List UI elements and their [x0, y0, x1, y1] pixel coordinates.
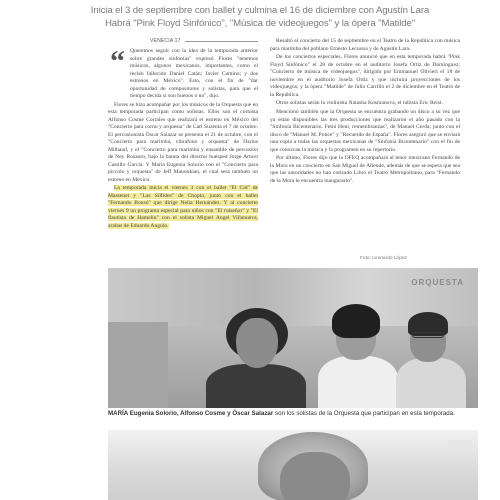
- glasses-icon: [412, 332, 444, 338]
- paragraph: Flores se hizo acompañar por los músicos de la Orquesta que en esta temporada participan como solistas. Ellos son el cornista Alfonso Cosme Corrales que realizará el estreno en México del "Concierto para corno y orquesta" de Carl Suzenta el 7 de octubre. El percusionista Óscar Salazar se presenta el 21 de octubre, con el "Concierto para marimba, vibráfono y orquesta" de Darius Milhaud, y el "Concierto para marimba y ensamble de percusión de Ney Rosauro, bajo la batuta del director huésped Jorge Arturo Castillo García. Y María Eugenia Solorio con el "Concierto para piccolo y orquesta" de Jeff Manookian, el cual será también un estreno en México.: [108, 101, 258, 183]
- quote-icon: “: [110, 45, 125, 78]
- article-photo: [108, 268, 478, 408]
- photo-banner-text: ORQUESTA: [411, 278, 464, 287]
- article-column-right: [270, 38, 460, 186]
- person-1-body: [206, 364, 306, 408]
- person-2-body: [318, 356, 398, 408]
- caption-names: MARÍA Eugenia Solorio, Alfonso Cosme y Óscar Salazar: [108, 410, 274, 417]
- paragraph: Resaltó el concierto del 15 de septiembre en el Teatro de la República con música para marimba del poblano Ernesto Lecuona y de Agustín Lara.: [270, 38, 460, 52]
- headline-line-2: Habrá "Pink Floyd Sinfónico", "Música de videojuegos" y la ópera "Matilde": [104, 18, 416, 29]
- caption-text: son los solistas de la Orquesta que participan en esta temporada.: [273, 410, 455, 417]
- photo-credit: Foto: Leonardo López: [360, 256, 407, 261]
- paragraph: Mencionó también que la Orquesta se encuentra grabando un disco a su vez que ya están disponibles las tres producciones que realizaron el año pasado con la "Sinfonía Bicentenario. Fetiú Hení, remembranzas", de Manuel Cerda; junto con el disco de "Manuel M. Ponce" y "Recuerdo de España". Flores aseguró que se enviará una copia a todas las orquestas mexicanas de "Sinfonía Bicentenario" con el fin de que conozcan la música y la programen en su repertorio.: [270, 109, 460, 153]
- second-photo: [108, 430, 478, 500]
- photo-left-figure: [108, 322, 168, 408]
- highlighted-text: La temporada inicia el viernes 3 con el ballet "El Cid" de Massenet y "Las Sílfides" de Chopin, junto con el ballet "Fernando Bonsó" que dirige Nelia Hernández. Y al concierto viernes 9 un programa especial para niños con "El ruiseñor" y "El flautista de Hamelín" con el solista Miguel Angel Villanueva, arabas de Eduardo Angulo.: [108, 185, 258, 229]
- dateline-text: VENECIA 17: [150, 38, 181, 44]
- paragraph: Queremos seguir con la idea de la temporada anterior sobre grandes sinfonías" expresó Flores "tenemos músicos, algunos mexicanos, importantes, como el recién fallecido Daniel Catán; Javier Camino; y dos estrenos en México". Esto, con el fin de "dar oportunidad de compositores y solistas, para que el tiempo decida si son buenos o no", dijo.: [130, 48, 258, 99]
- paragraph: Otros solistas serán la violinista Natasha Kosmanova, el tubista Eric Reist.: [276, 100, 443, 107]
- photo-mark: [448, 440, 472, 450]
- person-2-hair: [332, 304, 380, 338]
- person-3-body: [396, 358, 466, 408]
- highlighted-paragraph: [108, 185, 258, 230]
- person-1-face: [236, 318, 278, 368]
- paragraph: De los conciertos especiales, Flores anunció que en esta temporada habrá "Pink Floyd Sinfónico" el 28 de octubre en el auditorio Josefa Ortiz de Domínguez; "Concierto de música de videojuegos", dirigido por Emmanuel Olivieri el 18 de noviembre en el auditorio Josefa Ortiz y que incluirá proyecciones de los videojuegos; y la ópera "Matilde" de Julio Carrillo el 2 de diciembre en el Teatro de la República.: [270, 54, 460, 98]
- article-headline: [40, 4, 480, 30]
- person-4-face: [280, 452, 350, 500]
- article-column-left: [108, 36, 258, 232]
- paragraph: Por último, Flores dijo que la OFEQ acompañará al tenor mexicano Fernando de la Mora en un concierto en San Miguel de Allende, además de que se espera que sea que las autoridades no han cotizado Libro el Teatro Metropolitano, para "Fernando de la Mora le encuentra inaugurarlo".: [270, 155, 460, 184]
- photo-caption: [108, 410, 478, 418]
- headline-line-1: Inicia el 3 de septiembre con ballet y culmina el 16 de diciembre con Agustín Lara: [90, 5, 430, 16]
